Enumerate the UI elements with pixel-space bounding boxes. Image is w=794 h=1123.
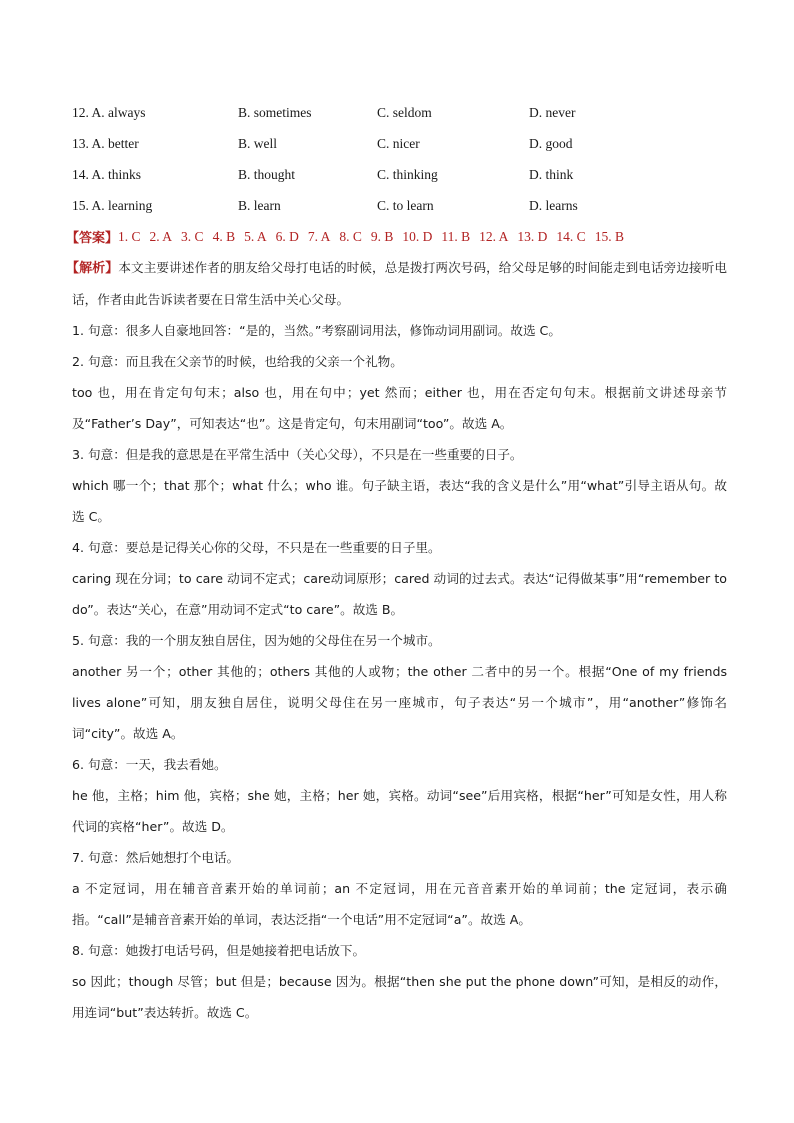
option-c: C. nicer (377, 135, 420, 151)
answer-item: 12. A (479, 228, 509, 244)
option-a: 15. A. learning (72, 197, 153, 213)
answer-item: 11. B (441, 228, 471, 244)
option-c: C. to learn (377, 197, 434, 213)
answer-item: 9. B (370, 228, 394, 244)
option-c: C. thinking (377, 166, 438, 182)
analysis-item: 7. 句意：然后她想打个电话。 (72, 850, 240, 865)
answer-item: 6. D (275, 228, 299, 244)
option-d: D. learns (529, 197, 578, 213)
analysis-item: 4. 句意：要总是记得关心你的父母，不只是在一些重要的日子里。 (72, 540, 441, 555)
analysis-item: another 另一个；other 其他的；others 其他的人或物；the other 二者中的另一个。根据“One of my friends lives alone”可知，朋友独自居住，说明父母住在另一座城市，句子表达“另一个城市”，用“another”修饰名词“city”。故选 A。 (72, 664, 727, 741)
option-b: B. well (238, 135, 277, 151)
analysis-intro (66, 252, 727, 315)
analysis-item: 8. 句意：她拨打电话号码，但是她接着把电话放下。 (72, 943, 366, 958)
analysis-item: 2. 句意：而且我在父亲节的时候，也给我的父亲一个礼物。 (72, 354, 403, 369)
answer-item: 3. C (181, 228, 204, 244)
option-d: D. think (529, 166, 574, 182)
option-row-13 (72, 128, 727, 159)
answer-key (66, 221, 727, 252)
option-b: B. thought (238, 166, 296, 182)
option-b: B. learn (238, 197, 281, 213)
answer-item: 15. B (594, 228, 624, 244)
analysis-item: too 也，用在肯定句句末；also 也，用在句中；yet 然而；either 也，用在否定句句末。根据前文讲述母亲节及“Father’s Day”，可知表达“也”。这是肯定句，句末用副词“too”。故选 A。 (72, 385, 727, 431)
option-d: D. never (529, 104, 576, 120)
answer-item: 8. C (339, 228, 362, 244)
answer-item: 14. C (556, 228, 586, 244)
answer-item: 7. A (307, 228, 331, 244)
option-a: 12. A. always (72, 104, 146, 120)
option-a: 13. A. better (72, 135, 139, 151)
analysis-item: 1. 句意：很多人自豪地回答：“是的，当然。”考察副词用法，修饰动词用副词。故选 C。 (72, 323, 561, 338)
option-row-14 (72, 159, 727, 190)
analysis-item: he 他，主格；him 他，宾格；she 她，主格；her 她，宾格。动词“see”后用宾格，根据“her”可知是女性，用人称代词的宾格“her”。故选 D。 (72, 788, 727, 834)
options-block (72, 97, 727, 221)
analysis-item: caring 现在分词；to care 动词不定式；care动词原形；cared 动词的过去式。表达“记得做某事”用“remember to do”。表达“关心，在意”用动词不定式“to care”。故选 B。 (72, 571, 727, 617)
document-page (66, 97, 727, 1028)
answer-item: 1. C (118, 228, 141, 244)
analysis-item: 6. 句意：一天，我去看她。 (72, 757, 227, 772)
answer-item: 2. A (149, 228, 173, 244)
option-row-15 (72, 190, 727, 221)
option-a: 14. A. thinks (72, 166, 142, 182)
analysis-item: so 因此；though 尽管；but 但是；because 因为。根据“then she put the phone down”可知，是相反的动作，用连词“but”表达转折。故选 C。 (72, 974, 727, 1020)
option-d: D. good (529, 135, 573, 151)
analysis-item: 3. 句意：但是我的意思是在平常生活中（关心父母），不只是在一些重要的日子。 (72, 447, 523, 462)
analysis-item: a 不定冠词，用在辅音音素开始的单词前；an 不定冠词，用在元音音素开始的单词前；the 定冠词，表示确指。“call”是辅音音素开始的单词，表达泛指“一个电话”用不定冠词“a”。故选 A。 (72, 881, 727, 927)
answer-item: 13. D (517, 228, 548, 244)
analysis-item: which 哪一个；that 那个；what 什么；who 谁。句子缺主语，表达“我的含义是什么”用“what”引导主语从句。故选 C。 (72, 478, 727, 524)
option-c: C. seldom (377, 104, 432, 120)
option-b: B. sometimes (238, 104, 312, 120)
analysis-intro-text: 本文主要讲述作者的朋友给父母打电话的时候，总是拨打两次号码，给父母足够的时间能走到电话旁边接听电话，作者由此告诉读者要在日常生活中关心父母。 (72, 260, 727, 307)
option-row-12 (72, 97, 727, 128)
answer-tag: 【答案】 (66, 231, 119, 246)
answer-item: 5. A (244, 228, 267, 244)
answer-item: 10. D (402, 228, 433, 244)
analysis-item: 5. 句意：我的一个朋友独自居住，因为她的父母住在另一个城市。 (72, 633, 441, 648)
analysis-tag: 【解析】 (66, 261, 119, 276)
answer-item: 4. B (212, 228, 236, 244)
